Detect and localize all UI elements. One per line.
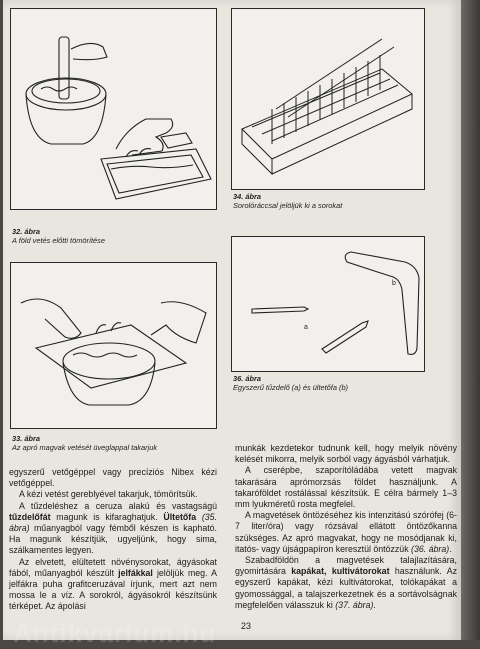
label-a: a: [304, 324, 308, 331]
figure-32-number: 32. ábra: [12, 227, 40, 236]
paragraph: egyszerű vetőgéppel vagy precíziós Nibex kézi vetőgéppel.: [9, 467, 217, 489]
watermark: Antikvarium.hu: [13, 618, 217, 648]
figure-32: [10, 8, 217, 210]
paragraph: A magvetések öntözéséhez kis intenzitású szórófej (6-7 liter/óra) vagy rózsával ellátott öntözőkanna szükséges. Az apró magvakat, hogy ne mosódjanak ki, itatós- vagy újságpapíron keresztül öntözzük (36. ábra).: [235, 510, 457, 554]
figure-36-drawing: [232, 237, 424, 371]
paragraph: Az elvetett, elültetett növénysorokat, ágyásokat fából, műanyagból készült jelfákkal jelöljük meg. A jelfákra puha grafitceruzával írjunk, mert azt nem mossa le a víz. A sorokról, ágyásokról készítsünk térképet. Az ápolási: [9, 556, 217, 612]
book-page: [3, 0, 461, 648]
figure-33-drawing: [11, 263, 216, 428]
figure-36-text: Egyszerű tűzdelő (a) és ültetőfa (b): [233, 383, 349, 392]
figure-34-number: 34. ábra: [233, 192, 261, 201]
paragraph: Szabadföldön a magvetések talajlazítására, gyomirtására kapákat, kultivátorokat használunk. Az egyszerű kapákat, kézi kultivátorokat, tolókapákat a gyomossággal, a talajszerkezetnek és a sortávolságnak megfelelően válasszuk ki (37. ábra).: [235, 555, 457, 610]
figure-33: [10, 262, 217, 429]
paragraph: munkák kezdetekor tudnunk kell, hogy melyik növény kelését mikorra, melyik sorból vagy ágyásból várhatjuk.: [235, 443, 457, 465]
figure-33-caption: [12, 434, 157, 452]
figure-34: [231, 8, 425, 190]
figure-36: [231, 236, 425, 372]
figure-34-drawing: [232, 9, 424, 189]
paragraph: A tűzdeléshez a ceruza alakú és vastagságú tűzdelőfát magunk is kifaraghatjuk. Ültetőfa (35. ábra) műanyagból vagy fémből készen is kapható. Ha magunk készítjük, ugyeljünk, hogy sima, szálkamentes legyen.: [9, 500, 217, 556]
figure-36-caption: [233, 374, 348, 392]
right-text-column: [235, 443, 457, 611]
figure-34-caption: [233, 192, 342, 210]
figure-32-drawing: [11, 9, 216, 209]
figure-34-text: Sorolóráccsal jelöljük ki a sorokat: [233, 201, 343, 210]
label-b: b: [392, 280, 396, 287]
left-text-column: [9, 467, 217, 613]
figure-33-number: 33. ábra: [12, 434, 40, 443]
paragraph: A cserépbe, szaporítóládába vetett magvak takarására aprómorzsás földet használjunk. A takaróföldet rostálással készítsük. E célra bármely 1–3 mm lyukméretű rosta megfelel.: [235, 465, 457, 510]
paragraph: A kézi vetést gereblyével takarjuk, tömörítsük.: [19, 489, 198, 500]
figure-33-text: Az apró magvak vetését üveglappal takarjuk: [12, 443, 158, 452]
figure-32-caption: [12, 227, 105, 245]
figure-32-text: A föld vetés előtti tömörítése: [12, 236, 105, 245]
page-number: 23: [241, 621, 252, 631]
figure-36-number: 36. ábra: [233, 374, 261, 383]
page-edge: [461, 0, 480, 640]
